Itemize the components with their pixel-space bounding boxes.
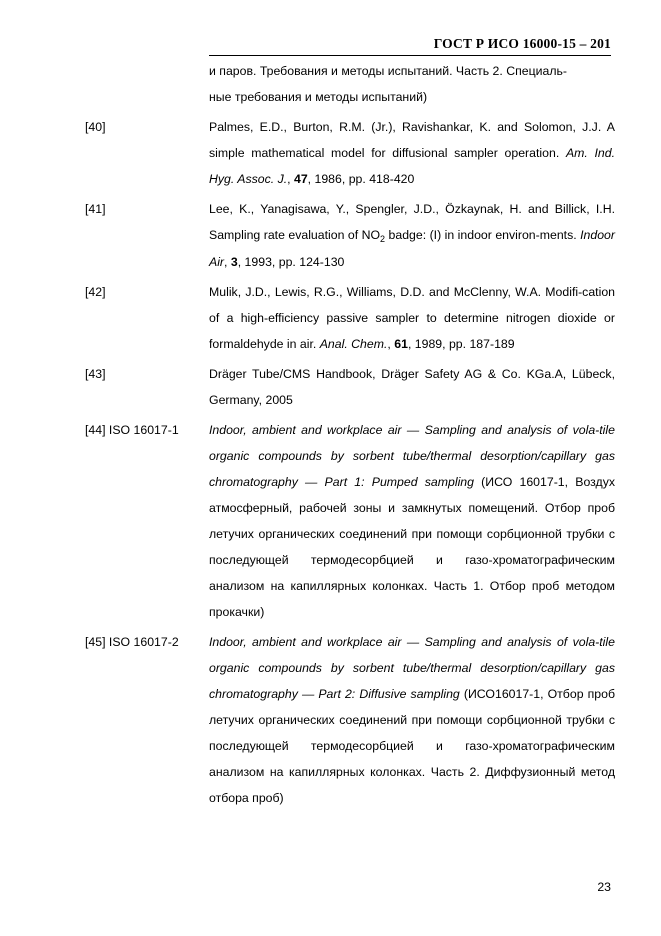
ref-segment: Mulik, J.D., Lewis, R.G., Williams, D.D. and McClenny, W.A. Modifi-cation of a high-efficiency passive sampler to determine nitrogen dioxide or formaldehyde in air. bbox=[209, 285, 615, 351]
ref-segment-italic: Anal. Chem. bbox=[319, 337, 388, 351]
reference-text bbox=[209, 629, 615, 811]
reference-entry bbox=[85, 279, 615, 357]
document-body bbox=[85, 58, 615, 811]
reference-label: [42] bbox=[85, 285, 106, 299]
reference-text bbox=[209, 114, 615, 192]
page-number: 23 bbox=[597, 880, 611, 894]
reference-entry bbox=[85, 629, 615, 811]
reference-text bbox=[209, 417, 615, 625]
ref-segment: badge: (I) in indoor environ-ments. bbox=[385, 228, 581, 242]
ref-segment-italic: Indoor Air bbox=[209, 228, 615, 269]
ref-segment: , bbox=[224, 255, 231, 269]
ref-segment-italic: Indoor, ambient and workplace air — Sampling and analysis of vola-tile organic compounds by sorbent tube/thermal desorption/capillary gas chromatography — Part 1: Pumped sampling bbox=[209, 423, 615, 489]
ref-segment: , 1986, pp. 418-420 bbox=[307, 172, 415, 186]
ref-segment: , bbox=[387, 337, 395, 351]
reference-label: [40] bbox=[85, 120, 106, 134]
ref-segment: Dräger Tube/CMS Handbook, Dräger Safety AG & Co. KGa.A, Lübeck, Germany, 2005 bbox=[209, 367, 615, 407]
reference-text bbox=[209, 196, 615, 275]
ref-segment-bold: 3 bbox=[230, 255, 238, 269]
ref-segment-bold: 47 bbox=[293, 172, 308, 186]
reference-text bbox=[209, 279, 615, 357]
reference-entry bbox=[85, 114, 615, 192]
ref-segment-italic: Am. Ind. Hyg. Assoc. J. bbox=[209, 146, 616, 186]
page-header: ГОСТ Р ИСО 16000-15 – 201 bbox=[433, 36, 611, 51]
lead-line-1: и паров. Требования и методы испытаний. Часть 2. Специаль- bbox=[209, 64, 568, 78]
ref-segment-subscript: 2 bbox=[380, 234, 386, 244]
lead-line-2: ные требования и методы испытаний) bbox=[209, 90, 428, 104]
reference-entry bbox=[85, 361, 615, 413]
ref-segment: , 1989, pp. 187-189 bbox=[407, 337, 515, 351]
ref-segment: Lee, K., Yanagisawa, Y., Spengler, J.D., Özkaynak, H. and Billick, I.H. Sampling rate evaluation of NO bbox=[209, 202, 615, 242]
header-divider bbox=[209, 55, 611, 56]
reference-text bbox=[209, 361, 615, 413]
ref-segment: Palmes, E.D., Burton, R.M. (Jr.), Ravishankar, K. and Solomon, J.J. A simple mathematical model for diffusional sampler operation. bbox=[209, 120, 615, 160]
reference-label: [41] bbox=[85, 202, 106, 216]
reference-label: [45] ISO 16017-2 bbox=[85, 635, 179, 649]
reference-entry bbox=[85, 196, 615, 275]
reference-entry bbox=[85, 417, 615, 625]
reference-label: [43] bbox=[85, 367, 106, 381]
ref-segment-bold: 61 bbox=[394, 337, 408, 351]
lead-paragraph bbox=[209, 58, 615, 110]
ref-segment-italic: Indoor, ambient and workplace air — Sampling and analysis of vola-tile organic compounds by sorbent tube/thermal desorption/capillary gas chromatography — Part 2: Diffusive sampling bbox=[209, 635, 615, 701]
ref-segment: , bbox=[287, 172, 294, 186]
ref-segment: , 1993, pp. 124-130 bbox=[237, 255, 345, 269]
ref-segment: (ИСО 16017-1, Воздух атмосферный, рабочей зоны и замкнутых помещений. Отбор проб летучих органических соединений при помощи сорбционной трубки с последующей термодесорбцией и газо-хроматографическим анализом на капиллярных колонках. Часть 1. Отбор проб методом прокачки) bbox=[209, 475, 615, 619]
ref-segment: (ИСО16017-1, Отбор проб летучих органических соединений при помощи сорбционной трубки с последующей термодесорбцией и газо-хроматографическим анализом на капиллярных колонках. Часть 2. Диффузионный метод отбора проб) bbox=[209, 687, 615, 805]
reference-label: [44] ISO 16017-1 bbox=[85, 423, 179, 437]
